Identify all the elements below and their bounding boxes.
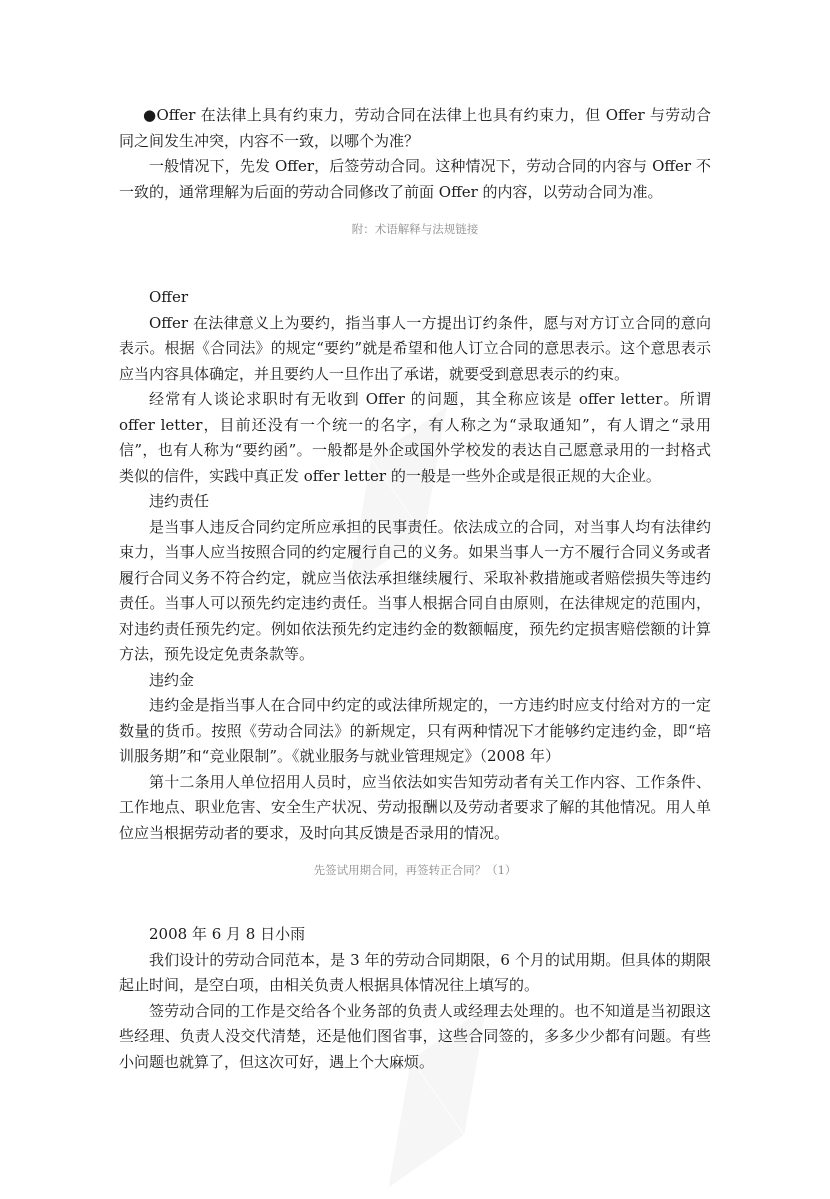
body-paragraph: ●Offer 在法律上具有约束力，劳动合同在法律上也具有约束力，但 Offer 与劳动合同之间发生冲突，内容不一致，以哪个为准？ [119,106,711,150]
section-caption: 先签试用期合同，再签转正合同？（1） [313,863,517,877]
body-paragraph: 我们设计的劳动合同范本，是 3 年的劳动合同期限，6 个月的试用期。但具体的期限起止时间，是空白项，由相关负责人根据具体情况往上填写的。 [119,950,711,994]
body-paragraph: 违约金是指当事人在合同中约定的或法律所规定的，一方违约时应支付给对方的一定数量的货币。按照《劳动合同法》的新规定，只有两种情况下才能够约定违约金，即“培训服务期”和“竞业限制”。《就业服务与就业管理规定》（2008 年） [119,696,711,765]
term-heading-offer: Offer [149,288,189,306]
body-paragraph: 经常有人谈论求职时有无收到 Offer 的问题，其全称应该是 offer letter。所谓 offer letter，目前还没有一个统一的名字，有人称之为“录取通知”，有人谓之“录用信”，也有人称为“要约函”。一般都是外企或国外学校发的表达自己愿意录用的一封格式类似的信件，实践中真正发 offer letter 的一般是一些外企或是很正规的大企业。 [119,390,711,485]
term-heading-breach: 违约责任 [149,492,210,510]
body-paragraph: 第十二条用人单位招用人员时，应当依法如实告知劳动者有关工作内容、工作条件、工作地点、职业危害、安全生产状况、劳动报酬以及劳动者要求了解的其他情况。用人单位应当根据劳动者的要求，及时向其反馈是否录用的情况。 [119,772,711,842]
body-paragraph: 一般情况下，先发 Offer，后签劳动合同。这种情况下，劳动合同的内容与 Offer 不一致的，通常理解为后面的劳动合同修改了前面 Offer 的内容，以劳动合同为准。 [119,157,711,201]
section-caption: 附：术语解释与法规链接 [351,222,479,236]
body-paragraph: Offer 在法律意义上为要约，指当事人一方提出订约条件，愿与对方订立合同的意向表示。根据《合同法》的规定“要约”就是希望和他人订立合同的意思表示。这个意思表示应当内容具体确定，并且要约人一旦作出了承诺，就要受到意思表示的约束。 [119,313,711,383]
body-paragraph: 签劳动合同的工作是交给各个业务部的负责人或经理去处理的。也不知道是当初跟这些经理、负责人没交代清楚，还是他们图省事，这些合同签的，多多少少都有问题。有些小问题也就算了，但这次可好，遇上个大麻烦。 [119,1001,711,1071]
diary-date-heading: 2008 年 6 月 8 日小雨 [149,925,306,943]
document-body [119,103,711,1075]
body-paragraph: 是当事人违反合同约定所应承担的民事责任。依法成立的合同，对当事人均有法律约束力，当事人应当按照合同的约定履行自己的义务。如果当事人一方不履行合同义务或者履行合同义务不符合约定，就应当依法承担继续履行、采取补救措施或者赔偿损失等违约责任。当事人可以预先约定违约责任。当事人根据合同自由原则，在法律规定的范围内，对违约责任预先约定。例如依法预先约定违约金的数额幅度，预先约定损害赔偿额的计算方法，预先设定免责条款等。 [119,517,711,663]
term-heading-penalty: 违约金 [149,670,195,689]
